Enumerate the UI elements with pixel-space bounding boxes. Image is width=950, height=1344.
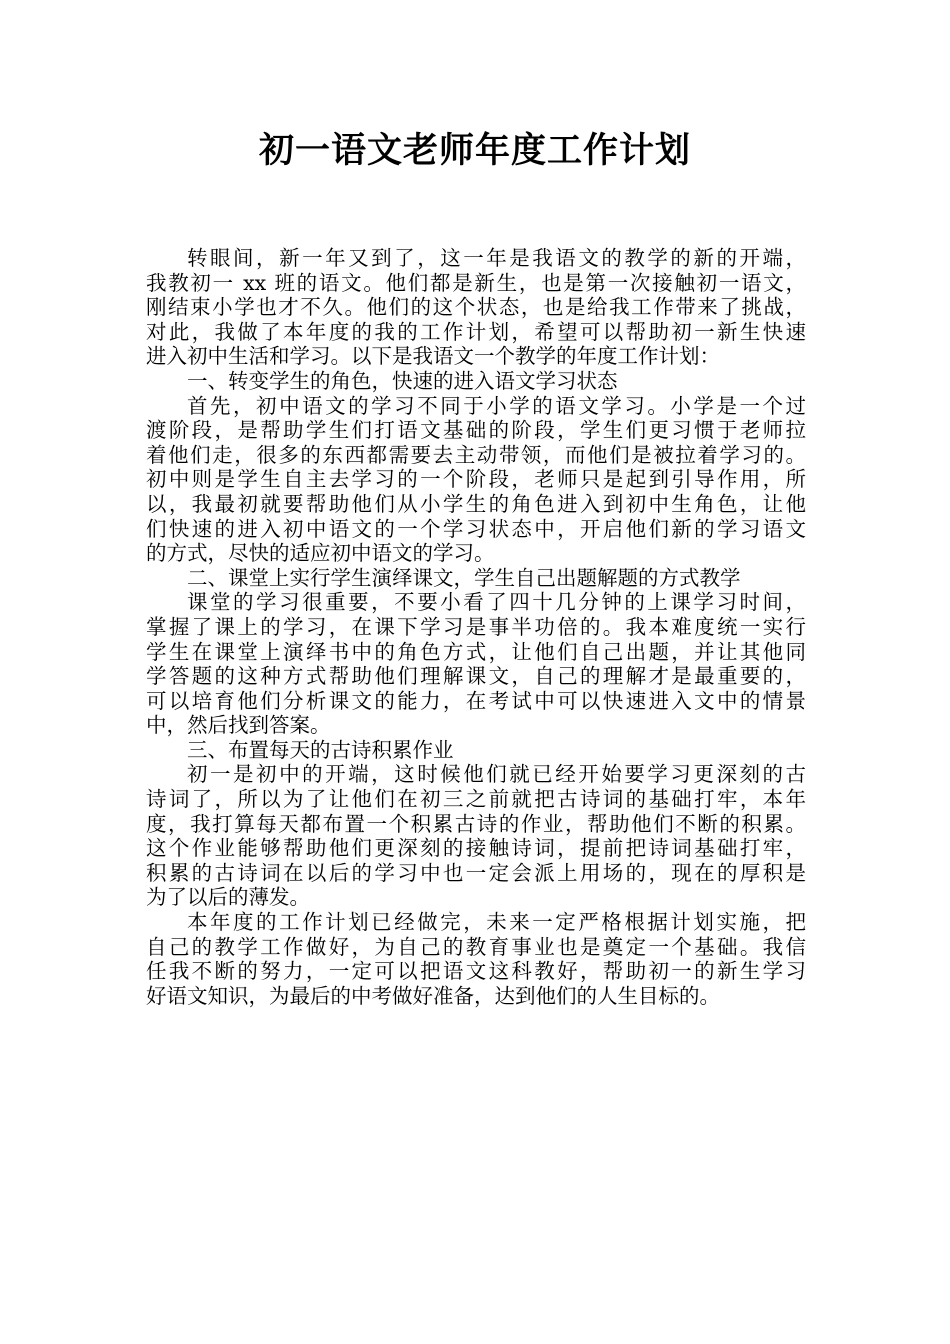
text-line: 对此，我做了本年度的我的工作计划，希望可以帮助初一新生快速 xyxy=(146,319,806,344)
text-line: 着他们走，很多的东西都需要去主动带领，而他们是被拉着学习的。 xyxy=(146,442,806,467)
text-line: 转眼间，新一年又到了，这一年是我语文的教学的新的开端， xyxy=(187,246,806,270)
text-line: 我教初一 xx 班的语文。他们都是新生，也是第一次接触初一语文， xyxy=(146,270,806,295)
text-line: 进入初中生活和学习。以下是我语文一个教学的年度工作计划： xyxy=(146,344,720,369)
text-line: 以，我最初就要帮助他们从小学生的角色进入到初中生角色，让他 xyxy=(146,491,806,516)
text-line: 三、布置每天的古诗积累作业 xyxy=(187,737,454,762)
text-line: 们快速的进入初中语文的一个学习状态中，开启他们新的学习语文 xyxy=(146,516,806,541)
text-line: 二、课堂上实行学生演绎课文，学生自己出题解题的方式教学 xyxy=(187,565,741,590)
text-line: 诗词了，所以为了让他们在初三之前就把古诗词的基础打牢，本年 xyxy=(146,787,806,812)
text-line: 初中则是学生自主去学习的一个阶段，老师只是起到引导作用，所 xyxy=(146,467,806,492)
text-line: 好语文知识，为最后的中考做好准备，达到他们的人生目标的。 xyxy=(146,983,720,1008)
text-line: 这个作业能够帮助他们更深刻的接触诗词，提前把诗词基础打牢， xyxy=(146,836,806,861)
text-line: 学答题的这种方式帮助他们理解课文，自己的理解才是最重要的， xyxy=(146,664,806,689)
document-body xyxy=(146,246,806,1008)
text-line: 自己的教学工作做好，为自己的教育事业也是奠定一个基础。我信 xyxy=(146,934,806,959)
text-line: 的方式，尽快的适应初中语文的学习。 xyxy=(146,541,495,566)
text-line: 可以培育他们分析课文的能力，在考试中可以快速进入文中的情景 xyxy=(146,688,806,713)
document-title: 初一语文老师年度工作计划 xyxy=(258,131,691,171)
text-line: 刚结束小学也才不久。他们的这个状态，也是给我工作带来了挑战， xyxy=(146,295,806,320)
text-line: 积累的古诗词在以后的学习中也一定会派上用场的，现在的厚积是 xyxy=(146,860,806,885)
text-line: 度，我打算每天都布置一个积累古诗的作业，帮助他们不断的积累。 xyxy=(146,811,806,836)
text-line: 中，然后找到答案。 xyxy=(146,713,331,738)
text-line: 任我不断的努力，一定可以把语文这科教好，帮助初一的新生学习 xyxy=(146,959,806,984)
text-line: 为了以后的薄发。 xyxy=(146,885,310,910)
text-line: 本年度的工作计划已经做完，未来一定严格根据计划实施，把 xyxy=(187,910,806,935)
text-line: 掌握了课上的学习，在课下学习是事半功倍的。我本难度统一实行 xyxy=(146,614,806,639)
text-line: 课堂的学习很重要，不要小看了四十几分钟的上课学习时间， xyxy=(187,590,806,615)
text-line: 首先，初中语文的学习不同于小学的语文学习。小学是一个过 xyxy=(187,393,806,418)
text-line: 一、转变学生的角色，快速的进入语文学习状态 xyxy=(187,368,618,393)
text-line: 渡阶段，是帮助学生们打语文基础的阶段，学生们更习惯于老师拉 xyxy=(146,418,806,443)
text-line: 初一是初中的开端，这时候他们就已经开始要学习更深刻的古 xyxy=(187,762,806,787)
text-line: 学生在课堂上演绎书中的角色方式，让他们自己出题，并让其他同 xyxy=(146,639,806,664)
